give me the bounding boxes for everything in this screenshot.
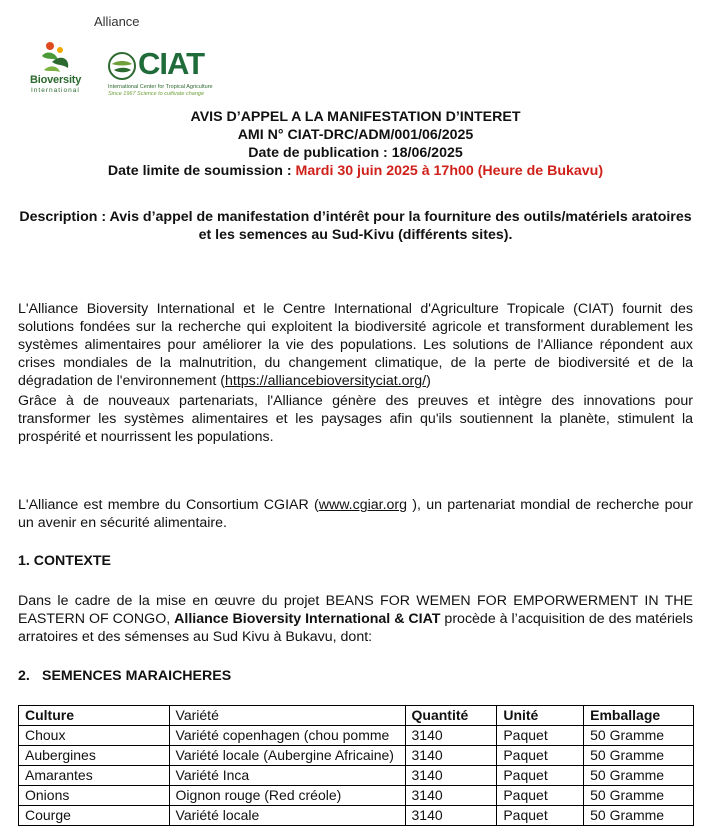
table-cell: Choux [19,726,170,746]
table-header-row [19,706,694,726]
intro-paragraph-3-end: ), un partenariat mondial de recherche pour un avenir en sécurité alimentaire. [18,497,693,531]
logo-area [0,0,711,100]
table-cell: Paquet [497,786,584,806]
table-row [19,766,694,786]
table-cell: 3140 [405,786,497,806]
notice-header [0,108,711,180]
alliance-website-link[interactable]: https://alliancebioversityciat.org/ [225,373,427,389]
publication-date: Date de publication : 18/06/2025 [248,145,463,161]
table-cell: 3140 [405,806,497,826]
ciat-name: CIAT [138,46,205,81]
notice-title: AVIS D’APPEL A LA MANIFESTATION D’INTERET [190,109,521,125]
table-cell: Amarantes [19,766,170,786]
table-cell: Paquet [497,766,584,786]
section-2-title-text: SEMENCES MARAICHERES [42,668,232,684]
section-2-title [18,668,231,684]
section-2-number: 2. [18,668,30,684]
table-row [19,806,694,826]
table-cell: Oignon rouge (Red créole) [169,786,405,806]
table-row [19,746,694,766]
context-paragraph [18,592,693,646]
bioversity-sub: International [31,87,80,94]
table-cell: Variété Inca [169,766,405,786]
intro-paragraph-2: Grâce à de nouveaux partenariats, l'Alliance génère des preuves et intègre des innovations pour transformer les systèmes alimentaires et les paysages afin qu'ils soutiennent la planète, stimulent la prospérité et nourrissent les populations. [18,393,693,445]
table-cell: 3140 [405,746,497,766]
deadline-label: Date limite de soumission : [107,163,296,179]
table-cell: 50 Gramme [584,786,694,806]
table-cell: 50 Gramme [584,746,694,766]
notice-reference: AMI N° CIAT-DRC/ADM/001/06/2025 [237,127,474,143]
intro-paragraph-3 [18,496,693,532]
table-cell: Courge [19,806,170,826]
context-text-bold: Alliance Bioversity International & CIAT [174,611,441,627]
table-cell: Variété locale (Aubergine Africaine) [169,746,405,766]
ciat-globe-icon [108,52,136,80]
context-text-b: procède à l’acquisition de des matériels arratoires et des sémenses au Sud Kivu à Bukavu, dont: [18,611,693,645]
deadline-value: Mardi 30 juin 2025 à 17h00 (Heure de Bukavu) [295,163,604,179]
intro-paragraph-1-text: L'Alliance Bioversity International et le Centre International d'Agriculture Tropicale (CIAT) fournit des solutions fondées sur la recherche qui exploitent la biodiversité agricole et transforment durablement les systèmes alimentaires pour améliorer la vie des populations. Les solutions de l'Alliance répondent aux crises mondiales de la malnutrition, du changement climatique, de la perte de biodiversité et de la dégradation de l'environnement ( [18,301,693,389]
ciat-tagline-2: Since 1967 Science to cultivate change [108,91,205,97]
intro-paragraph-3-text: L'Alliance est membre du Consortium CGIAR ( [18,497,319,513]
cgiar-website-link[interactable]: www.cgiar.org [318,497,408,513]
table-cell: Paquet [497,806,584,826]
table-cell: Onions [19,786,170,806]
table-cell: 50 Gramme [584,806,694,826]
ciat-tagline-1: International Center for Tropical Agriculture [108,84,213,90]
bioversity-name: Bioversity [30,74,82,86]
description: Description : Avis d’appel de manifestation d’intérêt pour la fourniture des outils/matériels aratoires et les semences au Sud-Kivu (différents sites). [19,209,692,243]
intro-paragraph-1-end: ) [426,373,431,389]
table-cell: 3140 [405,726,497,746]
table-cell: Variété copenhagen (chou pomme [169,726,405,746]
alliance-label: Alliance [94,14,140,29]
seeds-table [18,705,694,826]
section-1-title: 1. CONTEXTE [18,553,112,569]
table-cell: Paquet [497,726,584,746]
table-row [19,786,694,806]
column-header-unite: Unité [497,706,584,726]
column-header-quantite: Quantité [405,706,497,726]
submission-deadline [0,162,711,180]
table-cell: Variété locale [169,806,405,826]
column-header-culture: Culture [19,706,170,726]
table-cell: 50 Gramme [584,766,694,786]
context-text-a: Dans le cadre de la mise en œuvre du projet BEANS FOR WEMEN FOR EMPORWERMENT IN THE EASTERN OF CONGO, [18,593,693,627]
column-header-emballage: Emballage [584,706,694,726]
table-cell: Paquet [497,746,584,766]
column-header-variete: Variété [169,706,405,726]
intro-paragraph-1 [18,300,693,390]
table-row [19,726,694,746]
table-cell: 50 Gramme [584,726,694,746]
table-cell: 3140 [405,766,497,786]
table-cell: Aubergines [19,746,170,766]
